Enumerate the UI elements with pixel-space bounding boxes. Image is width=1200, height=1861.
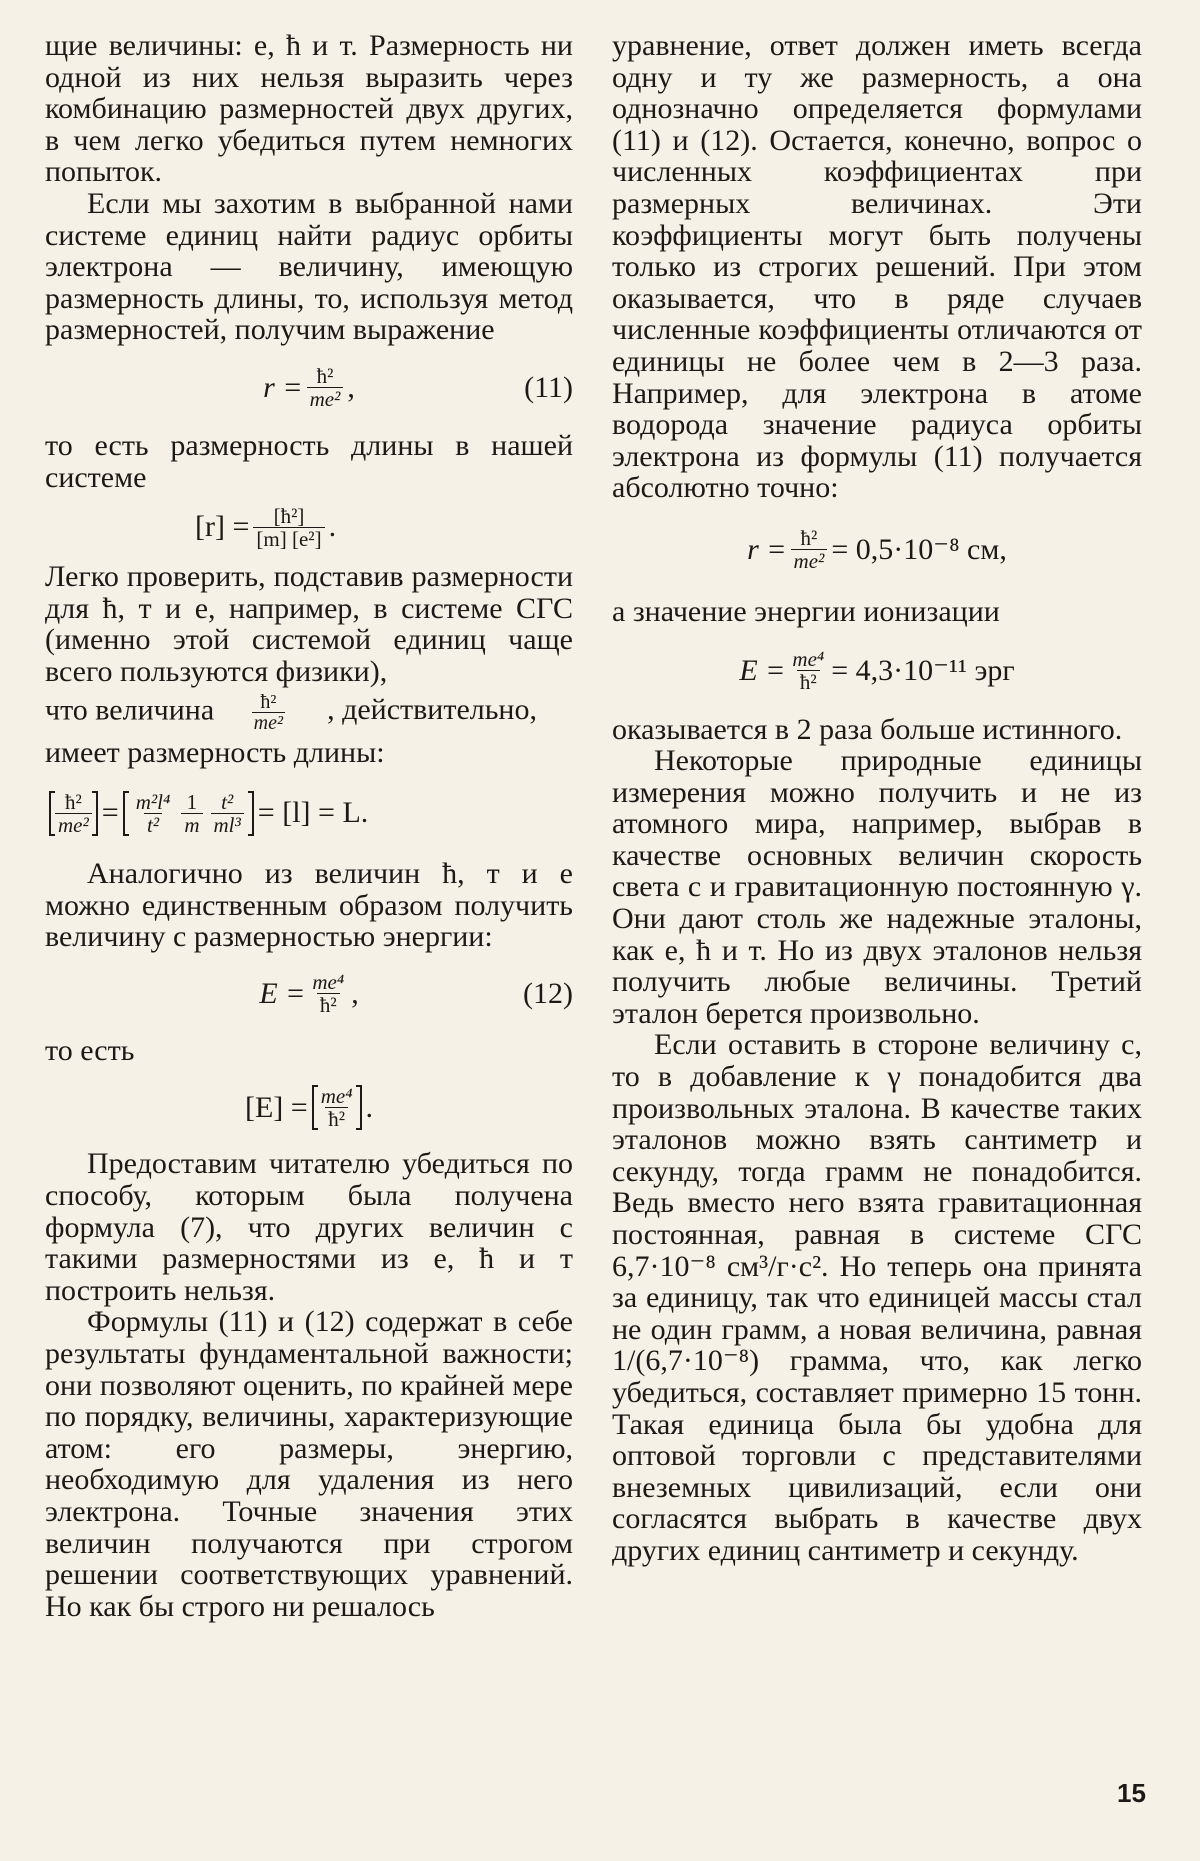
left-column (45, 30, 573, 1622)
equation-number: (12) (523, 977, 573, 1011)
paragraph: Предоставим читателю убедиться по способу, которым была получена формула (7), что других величин с такими размерностями из е, ħ и т построить нельзя. (45, 1147, 573, 1307)
equation-11: r = $\frac{\text{ħ²}}{\text{me²}}$ , (11) (263, 364, 573, 412)
paragraph: уравнение, ответ должен иметь всегда одну и ту же размерность, а она однозначно определяется формулами (11) и (12). Остается, конечно, вопрос о численных коэффициентах при размерных величинах. Эти коэффициенты могут быть получены только из строгих решений. При этом оказывается, что в ряде случаев численные коэффициенты отличаются от единицы не более чем в 2—3 раза. Например, для электрона в атоме водорода значение радиуса орбиты электрона из формулы (11) получается абсолютно точно: (612, 29, 1142, 505)
equation-E-value: E = $\frac{\text{me⁴}}{\text{ħ²}}$ = 4,3·10⁻¹¹ эрг (739, 647, 1015, 694)
paragraph: щие величины: е, ħ и т. Размерность ни одной из них нельзя выразить через комбинацию размерностей двух других, в чем легко убедиться путем немногих попыток. (45, 29, 573, 189)
equation-number: (11) (524, 371, 573, 405)
paragraph: Формулы (11) и (12) содержат в себе результаты фундаментальной важности; они позволяют оценить, по крайней мере по порядку, величины, характеризующие атом: его размеры, энергию, необходимую для удаления из него электрона. Точные значения этих величин получаются при строгом решении соответствующих уравнений. Но как бы строго ни решалось (45, 1305, 573, 1623)
paragraph: оказывается в 2 раза больше истинного. (612, 712, 1123, 746)
paragraph-inline-fraction: что величина $\frac{\text{ħ²}}{\text{me²}}$ , действительно, (45, 690, 537, 734)
equation-12: E = $\frac{\text{me⁴}}{\text{ħ²}}$ , (12) (259, 970, 573, 1018)
paragraph: а значение энергии ионизации (612, 594, 1000, 628)
paragraph: Аналогично из величин ħ, т и е можно единственным образом получить величину с размерностью энергии: (45, 857, 573, 954)
equation-r-value: r = $\frac{\text{ħ²}}{\text{me²}}$ = 0,5·10⁻⁸ см, (747, 526, 1007, 574)
paragraph: то есть (45, 1033, 135, 1067)
paragraph: Если мы захотим в выбранной нами системе единиц найти радиус орбиты электрона — величину, имеющую размерность длины, то, используя метод размерностей, получим выражение (45, 186, 573, 347)
paragraph: Некоторые природные единицы измерения можно получить и не из атомного мира, например, выбрав в качестве основных величин скорость света с и гравитационную постоянную γ. Они дают столь же надежные эталоны, как е, ħ и т. Но из двух эталонов нельзя получить любые величины. Третий эталон берется произвольно. (612, 744, 1142, 1030)
right-column (612, 30, 1142, 1567)
page-number: 15 (1117, 1778, 1146, 1808)
paragraph: Легко проверить, подставив размерности для ħ, т и е, например, в системе СГС (именно этой системой единиц чаще всего пользуются физики), (45, 560, 573, 688)
paragraph: Если оставить в стороне величину с, то в добавление к γ понадобится два произвольных эталона. В качестве таких эталонов можно взять сантиметр и секунду, тогда грамм не понадобится. Ведь вместо него взята гравитационная постоянная, равная в системе СГС 6,7·10⁻⁸ см³/г·с². Но теперь она принята за единицу, так что единицей массы стал не один грамм, а новая величина, равная 1/(6,7·10⁻⁸) грамма, что, как легко убедиться, составляет примерно 15 тонн. Такая единица была бы удобна для оптовой торговли с представителями внеземных цивилизаций, если они согласятся выбрать в качестве двух других единиц сантиметр и секунду. (612, 1028, 1142, 1567)
paragraph: то есть размерность длины в нашей системе (45, 428, 573, 494)
paragraph: имеет размерность длины: (45, 735, 385, 769)
equation-dimension-E: [E] = $\frac{\text{me⁴}}{\text{ħ²}}$ . (244, 1083, 374, 1131)
equation-dimension-r: [r] = $\frac{\text{[ħ²]}}{\text{[m] [e²]}}$ . (195, 503, 337, 551)
equation-length-dimension: $\frac{\text{ħ²}}{\text{me²}}$ = $\frac{\text{m²l⁴}}{\text{t²}}$ $\frac{1}{m}$ $\frac{\text{t²}}{\text{ml³}}$ = [l] = L. (45, 774, 573, 852)
